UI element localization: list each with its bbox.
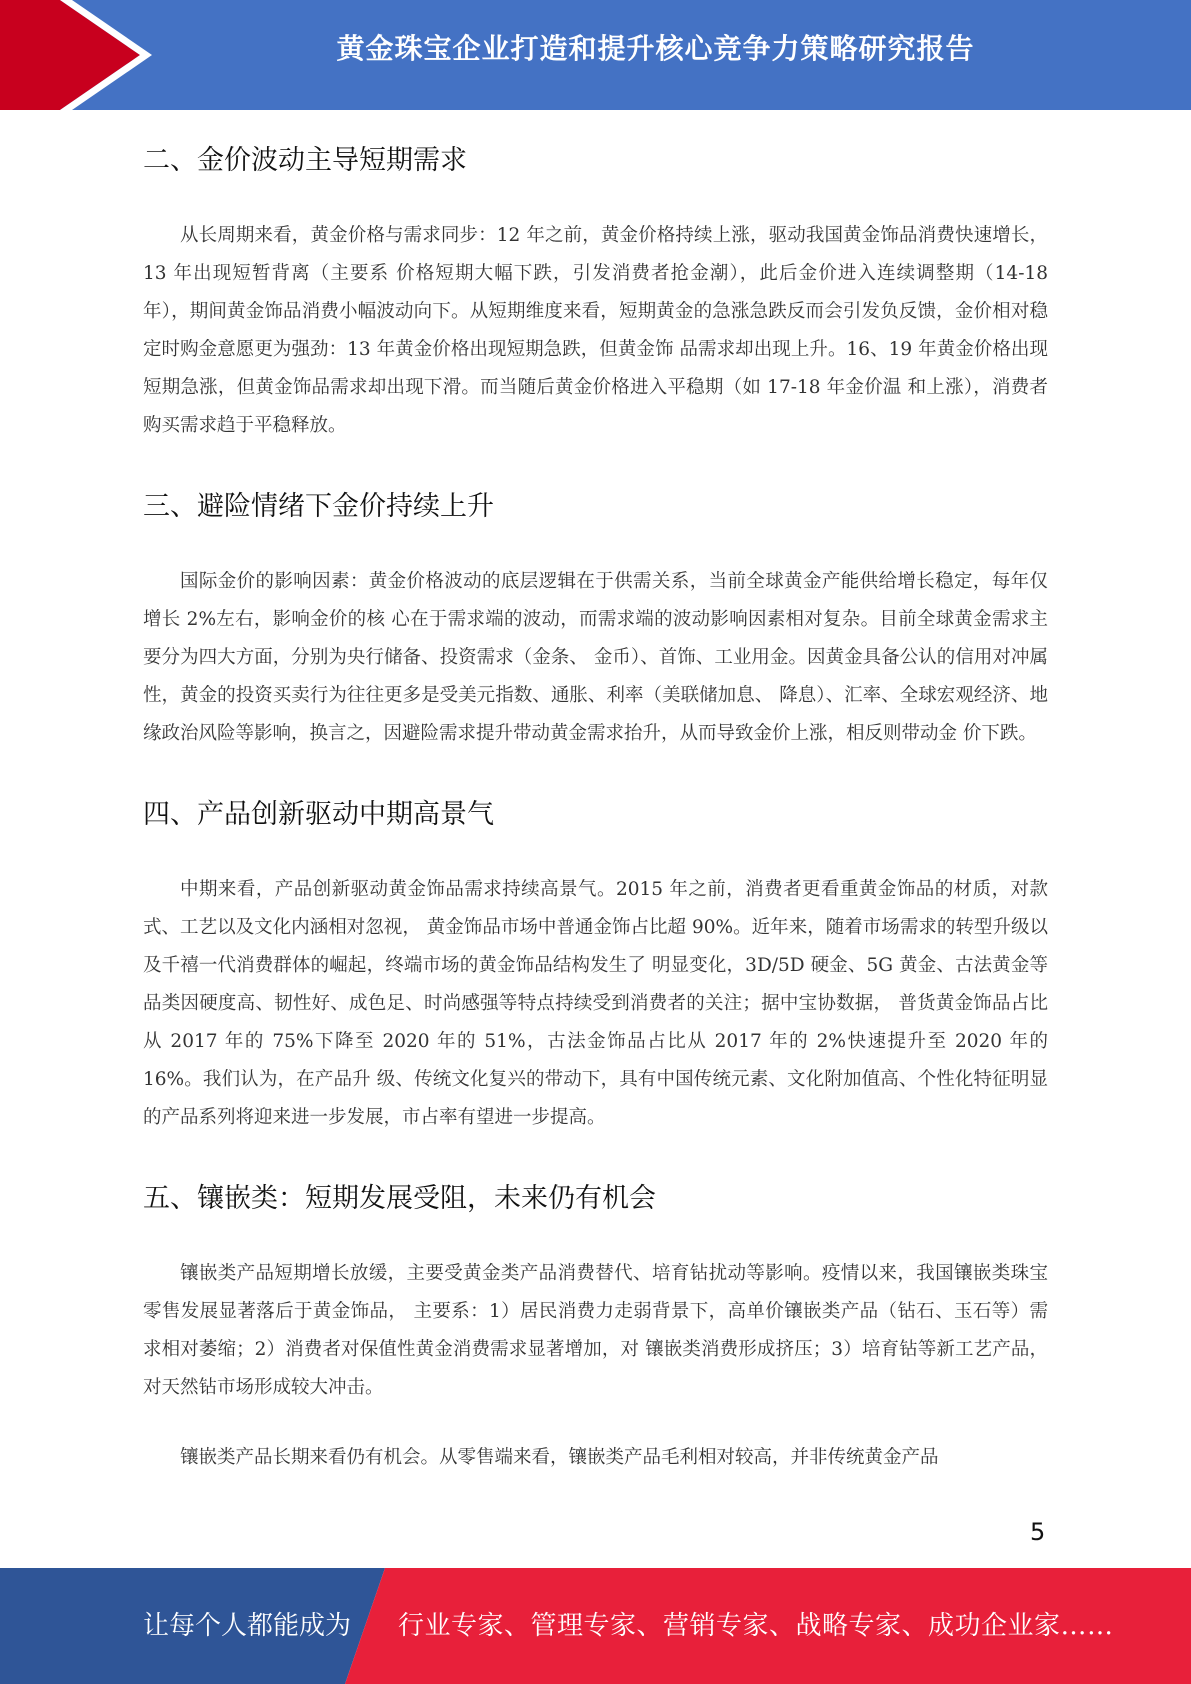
page-header <box>0 0 1191 110</box>
footer-slogan-left: 让每个人都能成为 <box>143 1611 352 1641</box>
section <box>143 477 1048 753</box>
section <box>143 131 1048 445</box>
section-heading: 五、镶嵌类：短期发展受阻，未来仍有机会 <box>143 1183 656 1214</box>
paragraph: 国际金价的影响因素：黄金价格波动的底层逻辑在于供需关系，当前全球黄金产能供给增长稳定，每年仅增长 2%左右，影响金价的核 心在于需求端的波动，而需求端的波动影响因素相对复杂。目前全球黄金需求主要分为四大方面，分别为央行储备、投资需求（金条、 金币）、首饰、工业用金。因黄金具备公认的信用对冲属性，黄金的投资买卖行为往往更多是受美元指数、通胀、利率（美联储加息、 降息）、汇率、全球宏观经济、地缘政治风险等影响，换言之，因避险需求提升带动黄金需求抬升，从而导致金价上涨，相反则带动金 价下跌。 <box>143 571 1048 744</box>
section-heading: 四、产品创新驱动中期高景气 <box>143 799 494 830</box>
page-number: 5 <box>1030 1518 1046 1546</box>
page-footer <box>0 1568 1191 1684</box>
section-heading: 三、避险情绪下金价持续上升 <box>143 491 494 522</box>
paragraph: 从长周期来看，黄金价格与需求同步：12 年之前，黄金价格持续上涨，驱动我国黄金饰品消费快速增长，13 年出现短暂背离（主要系 价格短期大幅下跌，引发消费者抢金潮），此后金价进入连续调整期（14-18 年），期间黄金饰品消费小幅波动向下。从短期维度来看，短期黄金的急涨急跌反而会引发负反馈，金价相对稳定时购金意愿更为强劲：13 年黄金价格出现短期急跌，但黄金饰 品需求却出现上升。16、19 年黄金价格出现短期急涨，但黄金饰品需求却出现下滑。而当随后黄金价格进入平稳期（如 17-18 年金价温 和上涨），消费者购买需求趋于平稳释放。 <box>143 225 1048 436</box>
document-title: 黄金珠宝企业打造和提升核心竞争力策略研究报告 <box>336 32 975 65</box>
paragraph: 中期来看，产品创新驱动黄金饰品需求持续高景气。2015 年之前，消费者更看重黄金饰品的材质，对款式、工艺以及文化内涵相对忽视， 黄金饰品市场中普通金饰占比超 90%。近年来，随着市场需求的转型升级以及千禧一代消费群体的崛起，终端市场的黄金饰品结构发生了 明显变化，3D/5D 硬金、5G 黄金、古法黄金等品类因硬度高、韧性好、成色足、时尚感强等特点持续受到消费者的关注；据中宝协数据， 普货黄金饰品占比从 2017 年的 75%下降至 2020 年的 51%，古法金饰品占比从 2017 年的 2%快速提升至 2020 年的 16%。我们认为，在产品升 级、传统文化复兴的带动下，具有中国传统元素、文化附加值高、个性化特征明显的产品系列将迎来进一步发展，市占率有望进一步提高。 <box>143 879 1048 1128</box>
footer-slogan-right: 行业专家、管理专家、营销专家、战略专家、成功企业家…… <box>398 1611 1114 1641</box>
paragraph: 镶嵌类产品短期增长放缓，主要受黄金类产品消费替代、培育钻扰动等影响。疫情以来，我国镶嵌类珠宝零售发展显著落后于黄金饰品， 主要系：1）居民消费力走弱背景下，高单价镶嵌类产品（钻石、玉石等）需求相对萎缩；2）消费者对保值性黄金消费需求显著增加，对 镶嵌类消费形成挤压；3）培育钻等新工艺产品，对天然钻市场形成较大冲击。 <box>143 1263 1048 1398</box>
section <box>143 785 1048 1137</box>
section <box>143 1169 1048 1477</box>
header-chevron-icon <box>0 0 160 110</box>
section-heading: 二、金价波动主导短期需求 <box>143 145 467 176</box>
paragraph: 镶嵌类产品长期来看仍有机会。从零售端来看，镶嵌类产品毛利相对较高，并非传统黄金产品 <box>180 1447 939 1468</box>
report-body <box>143 115 1048 1509</box>
